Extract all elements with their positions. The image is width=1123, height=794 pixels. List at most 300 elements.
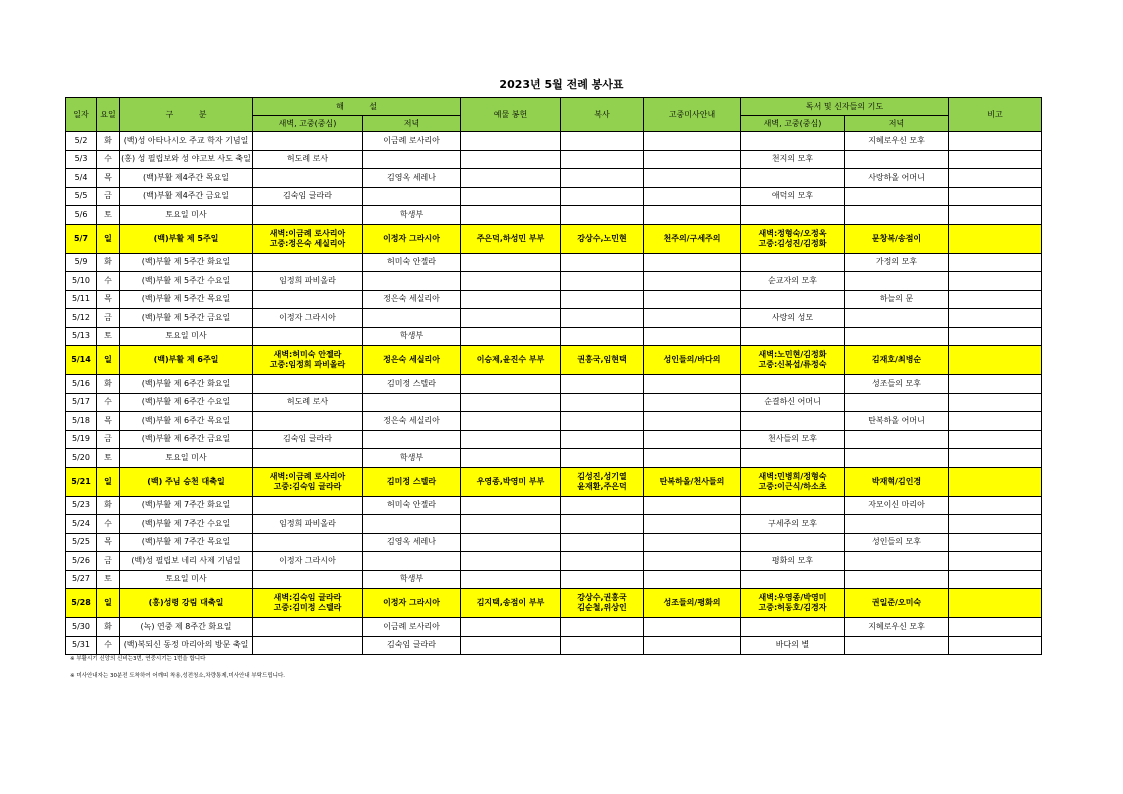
mass-guide-cell <box>644 618 741 637</box>
readings-evening-cell: 성조들의 모후 <box>845 375 949 394</box>
commentary-morning-cell: 새벽:허미숙 안젤라 고중:임정희 파비올라 <box>253 346 363 375</box>
readings-evening-cell: 탄복하올 어머니 <box>845 412 949 431</box>
commentary-morning-cell <box>253 375 363 394</box>
commentary-morning-cell <box>253 412 363 431</box>
date-cell: 5/25 <box>66 533 97 552</box>
remarks-cell <box>949 430 1042 449</box>
commentary-evening-cell <box>363 150 461 169</box>
readings-morning-cell <box>741 132 845 151</box>
header-commentary: 해 설 <box>253 98 461 116</box>
commentary-evening-cell: 정은숙 세실리아 <box>363 290 461 309</box>
mass-guide-cell <box>644 496 741 515</box>
server-cell <box>561 496 644 515</box>
commentary-morning-cell: 임정희 파비올라 <box>253 272 363 291</box>
server-cell <box>561 169 644 188</box>
footnote: ※ 부활시기 신앙의 신비는3번, 연중시기는 1번을 합니다 <box>70 656 206 662</box>
mass-guide-cell <box>644 636 741 655</box>
readings-morning-cell: 평화의 모후 <box>741 552 845 571</box>
remarks-cell <box>949 290 1042 309</box>
offertory-cell <box>461 449 561 468</box>
day-cell: 목 <box>97 533 120 552</box>
readings-morning-cell: 순교자의 모후 <box>741 272 845 291</box>
table-row <box>66 533 1042 552</box>
server-cell <box>561 327 644 346</box>
page-title: 2023년 5월 전례 봉사표 <box>499 78 624 91</box>
commentary-morning-cell: 허도례 로사 <box>253 393 363 412</box>
remarks-cell <box>949 169 1042 188</box>
readings-evening-cell: 가정의 모후 <box>845 253 949 272</box>
commentary-evening-cell: 학생부 <box>363 449 461 468</box>
server-cell: 강상수,노민현 <box>561 224 644 253</box>
date-cell: 5/11 <box>66 290 97 309</box>
commentary-evening-cell: 정은숙 세실리아 <box>363 346 461 375</box>
table-row <box>66 327 1042 346</box>
date-cell: 5/13 <box>66 327 97 346</box>
offertory-cell <box>461 515 561 534</box>
offertory-cell <box>461 430 561 449</box>
offertory-cell <box>461 290 561 309</box>
day-cell: 금 <box>97 552 120 571</box>
server-cell <box>561 515 644 534</box>
table-row <box>66 346 1042 375</box>
header-day: 요일 <box>97 98 120 132</box>
table-row <box>66 253 1042 272</box>
server-cell <box>561 187 644 206</box>
commentary-evening-cell <box>363 393 461 412</box>
day-cell: 토 <box>97 570 120 589</box>
table-row <box>66 589 1042 618</box>
remarks-cell <box>949 346 1042 375</box>
mass-guide-cell <box>644 132 741 151</box>
readings-evening-cell <box>845 206 949 225</box>
offertory-cell <box>461 327 561 346</box>
commentary-morning-cell: 새벽:이금례 로사리아 고중:김숙임 글라라 <box>253 467 363 496</box>
mass-guide-cell: 탄복하올/천사들의 <box>644 467 741 496</box>
commentary-evening-cell: 이금례 로사리아 <box>363 618 461 637</box>
commentary-morning-cell <box>253 169 363 188</box>
mass-guide-cell <box>644 290 741 309</box>
mass-guide-cell <box>644 206 741 225</box>
offertory-cell <box>461 150 561 169</box>
day-cell: 화 <box>97 375 120 394</box>
commentary-morning-cell <box>253 290 363 309</box>
readings-morning-cell: 애덕의 모후 <box>741 187 845 206</box>
table-row <box>66 412 1042 431</box>
footnotes <box>70 651 285 685</box>
remarks-cell <box>949 206 1042 225</box>
day-cell: 일 <box>97 224 120 253</box>
remarks-cell <box>949 412 1042 431</box>
readings-morning-cell: 새벽:노민현/김정화 고중:신복섭/류정숙 <box>741 346 845 375</box>
commentary-morning-cell: 새벽:이금례 로사리아 고중:정은숙 세실리아 <box>253 224 363 253</box>
remarks-cell <box>949 150 1042 169</box>
category-cell: (백)부활 제4주간 금요일 <box>120 187 253 206</box>
category-cell: (백)부활 제 6주간 목요일 <box>120 412 253 431</box>
commentary-morning-cell <box>253 132 363 151</box>
readings-evening-cell <box>845 552 949 571</box>
commentary-evening-cell: 김미정 스텔라 <box>363 375 461 394</box>
readings-morning-cell <box>741 327 845 346</box>
mass-guide-cell <box>644 515 741 534</box>
commentary-evening-cell <box>363 515 461 534</box>
mass-guide-cell <box>644 533 741 552</box>
remarks-cell <box>949 393 1042 412</box>
table-row <box>66 375 1042 394</box>
offertory-cell: 주은덕,하성민 부부 <box>461 224 561 253</box>
commentary-morning-cell <box>253 206 363 225</box>
footnote: ※ 미사안내자는 30분전 도착하여 어깨띠 착용,성전청소,차량통제,미사안내 부탁드립니다. <box>70 673 286 679</box>
readings-evening-cell <box>845 449 949 468</box>
readings-morning-cell: 새벽:민병희/정형숙 고중:이근식/하소초 <box>741 467 845 496</box>
offertory-cell <box>461 253 561 272</box>
day-cell: 일 <box>97 589 120 618</box>
category-cell: (백)성 필립보 네리 사제 기념일 <box>120 552 253 571</box>
readings-morning-cell: 천지의 모후 <box>741 150 845 169</box>
readings-evening-cell: 박재혁/김인경 <box>845 467 949 496</box>
category-cell: (백)부활 제 7주간 화요일 <box>120 496 253 515</box>
table-row <box>66 290 1042 309</box>
readings-evening-cell <box>845 430 949 449</box>
mass-guide-cell <box>644 449 741 468</box>
commentary-evening-cell: 정은숙 세실리아 <box>363 412 461 431</box>
readings-morning-cell <box>741 375 845 394</box>
liturgy-schedule-table <box>65 97 1042 655</box>
day-cell: 화 <box>97 496 120 515</box>
server-cell <box>561 393 644 412</box>
remarks-cell <box>949 253 1042 272</box>
remarks-cell <box>949 375 1042 394</box>
day-cell: 목 <box>97 290 120 309</box>
server-cell: 강상수,권홍국 김순철,위상인 <box>561 589 644 618</box>
remarks-cell <box>949 533 1042 552</box>
category-cell: (백)부활 제 5주간 화요일 <box>120 253 253 272</box>
commentary-morning-cell: 이정자 그라시아 <box>253 552 363 571</box>
mass-guide-cell: 성조들의/평화의 <box>644 589 741 618</box>
date-cell: 5/4 <box>66 169 97 188</box>
date-cell: 5/3 <box>66 150 97 169</box>
offertory-cell <box>461 309 561 328</box>
readings-evening-cell: 지혜로우신 모후 <box>845 132 949 151</box>
readings-morning-cell: 순결하신 어머니 <box>741 393 845 412</box>
mass-guide-cell <box>644 272 741 291</box>
commentary-morning-cell: 임정희 파비올라 <box>253 515 363 534</box>
readings-morning-cell <box>741 253 845 272</box>
server-cell <box>561 570 644 589</box>
offertory-cell <box>461 636 561 655</box>
readings-morning-cell <box>741 206 845 225</box>
table-row <box>66 552 1042 571</box>
category-cell: 토요일 미사 <box>120 327 253 346</box>
commentary-evening-cell <box>363 552 461 571</box>
day-cell: 금 <box>97 430 120 449</box>
mass-guide-cell <box>644 552 741 571</box>
readings-evening-cell <box>845 327 949 346</box>
remarks-cell <box>949 570 1042 589</box>
table-row <box>66 150 1042 169</box>
table-row <box>66 449 1042 468</box>
server-cell <box>561 132 644 151</box>
category-cell: 토요일 미사 <box>120 206 253 225</box>
readings-evening-cell <box>845 570 949 589</box>
date-cell: 5/12 <box>66 309 97 328</box>
category-cell: (백)복되신 동정 마리아의 방문 축일 <box>120 636 253 655</box>
readings-evening-cell: 사랑하올 어머니 <box>845 169 949 188</box>
readings-evening-cell <box>845 187 949 206</box>
table-body <box>66 132 1042 655</box>
commentary-evening-cell: 김미정 스텔라 <box>363 467 461 496</box>
category-cell: (녹) 연중 제 8주간 화요일 <box>120 618 253 637</box>
remarks-cell <box>949 327 1042 346</box>
server-cell <box>561 290 644 309</box>
readings-evening-cell <box>845 272 949 291</box>
offertory-cell <box>461 272 561 291</box>
day-cell: 일 <box>97 467 120 496</box>
mass-guide-cell <box>644 169 741 188</box>
day-cell: 화 <box>97 253 120 272</box>
category-cell: (홍)성령 강림 대축일 <box>120 589 253 618</box>
category-cell: (백)부활 제 6주간 금요일 <box>120 430 253 449</box>
table-row <box>66 467 1042 496</box>
readings-evening-cell <box>845 636 949 655</box>
date-cell: 5/14 <box>66 346 97 375</box>
readings-evening-cell <box>845 515 949 534</box>
readings-evening-cell <box>845 393 949 412</box>
day-cell: 일 <box>97 346 120 375</box>
server-cell <box>561 150 644 169</box>
offertory-cell <box>461 533 561 552</box>
commentary-evening-cell: 학생부 <box>363 206 461 225</box>
header-commentary-morning: 새벽, 고중(중심) <box>253 116 363 132</box>
day-cell: 토 <box>97 206 120 225</box>
server-cell <box>561 430 644 449</box>
commentary-morning-cell <box>253 449 363 468</box>
date-cell: 5/7 <box>66 224 97 253</box>
table-row <box>66 132 1042 151</box>
readings-morning-cell <box>741 412 845 431</box>
commentary-morning-cell: 김숙임 글라라 <box>253 187 363 206</box>
offertory-cell <box>461 393 561 412</box>
commentary-evening-cell <box>363 430 461 449</box>
mass-guide-cell <box>644 327 741 346</box>
remarks-cell <box>949 496 1042 515</box>
commentary-morning-cell: 허도례 로사 <box>253 150 363 169</box>
readings-evening-cell <box>845 150 949 169</box>
category-cell: (홍) 성 필립보와 성 야고보 사도 축일 <box>120 150 253 169</box>
table-row <box>66 393 1042 412</box>
commentary-evening-cell: 학생부 <box>363 327 461 346</box>
server-cell <box>561 253 644 272</box>
server-cell <box>561 533 644 552</box>
offertory-cell <box>461 412 561 431</box>
header-date: 일자 <box>66 98 97 132</box>
date-cell: 5/6 <box>66 206 97 225</box>
date-cell: 5/31 <box>66 636 97 655</box>
day-cell: 목 <box>97 169 120 188</box>
readings-evening-cell: 권일준/오미숙 <box>845 589 949 618</box>
mass-guide-cell <box>644 309 741 328</box>
offertory-cell: 김지택,송점이 부부 <box>461 589 561 618</box>
readings-morning-cell <box>741 618 845 637</box>
offertory-cell <box>461 552 561 571</box>
server-cell <box>561 375 644 394</box>
mass-guide-cell <box>644 375 741 394</box>
table-row <box>66 309 1042 328</box>
readings-morning-cell: 새벽:정형숙/오정옥 고중:김성진/김정화 <box>741 224 845 253</box>
day-cell: 금 <box>97 187 120 206</box>
category-cell: (백)성 아타나시오 주교 학자 기념일 <box>120 132 253 151</box>
mass-guide-cell <box>644 412 741 431</box>
date-cell: 5/27 <box>66 570 97 589</box>
table-row <box>66 206 1042 225</box>
server-cell <box>561 272 644 291</box>
readings-evening-cell: 자모이신 마리아 <box>845 496 949 515</box>
day-cell: 수 <box>97 636 120 655</box>
remarks-cell <box>949 224 1042 253</box>
mass-guide-cell <box>644 393 741 412</box>
remarks-cell <box>949 589 1042 618</box>
readings-morning-cell: 천사들의 모후 <box>741 430 845 449</box>
offertory-cell: 이승제,윤진수 부부 <box>461 346 561 375</box>
header-remarks: 비고 <box>949 98 1042 132</box>
day-cell: 토 <box>97 327 120 346</box>
remarks-cell <box>949 515 1042 534</box>
commentary-evening-cell: 김영옥 세레나 <box>363 169 461 188</box>
server-cell <box>561 412 644 431</box>
date-cell: 5/26 <box>66 552 97 571</box>
date-cell: 5/21 <box>66 467 97 496</box>
readings-morning-cell: 바다의 별 <box>741 636 845 655</box>
readings-morning-cell <box>741 449 845 468</box>
day-cell: 화 <box>97 618 120 637</box>
offertory-cell: 우영종,박영미 부부 <box>461 467 561 496</box>
readings-morning-cell: 새벽:우영종/박영미 고중:허동호/김경자 <box>741 589 845 618</box>
mass-guide-cell: 성인들의/바다의 <box>644 346 741 375</box>
server-cell <box>561 206 644 225</box>
day-cell: 수 <box>97 393 120 412</box>
commentary-evening-cell <box>363 309 461 328</box>
remarks-cell <box>949 552 1042 571</box>
date-cell: 5/23 <box>66 496 97 515</box>
date-cell: 5/20 <box>66 449 97 468</box>
offertory-cell <box>461 570 561 589</box>
commentary-evening-cell: 학생부 <box>363 570 461 589</box>
readings-evening-cell <box>845 309 949 328</box>
offertory-cell <box>461 618 561 637</box>
mass-guide-cell <box>644 253 741 272</box>
table-row <box>66 430 1042 449</box>
day-cell: 토 <box>97 449 120 468</box>
remarks-cell <box>949 272 1042 291</box>
category-cell: (백)부활 제 5주간 금요일 <box>120 309 253 328</box>
commentary-morning-cell <box>253 253 363 272</box>
readings-evening-cell: 문창복/송점이 <box>845 224 949 253</box>
readings-morning-cell: 구세주의 모후 <box>741 515 845 534</box>
day-cell: 목 <box>97 412 120 431</box>
commentary-evening-cell: 이정자 그라시아 <box>363 224 461 253</box>
server-cell <box>561 618 644 637</box>
readings-evening-cell: 성인들의 모후 <box>845 533 949 552</box>
readings-morning-cell <box>741 290 845 309</box>
mass-guide-cell <box>644 570 741 589</box>
remarks-cell <box>949 449 1042 468</box>
remarks-cell <box>949 132 1042 151</box>
header-server: 복사 <box>561 98 644 132</box>
readings-morning-cell: 사랑의 성모 <box>741 309 845 328</box>
readings-morning-cell <box>741 570 845 589</box>
category-cell: (백)부활 제 6주간 화요일 <box>120 375 253 394</box>
category-cell: (백)부활 제 5주일 <box>120 224 253 253</box>
commentary-morning-cell: 김숙임 글라라 <box>253 430 363 449</box>
commentary-morning-cell <box>253 327 363 346</box>
date-cell: 5/24 <box>66 515 97 534</box>
category-cell: (백)부활 제 7주간 목요일 <box>120 533 253 552</box>
table-row <box>66 272 1042 291</box>
date-cell: 5/16 <box>66 375 97 394</box>
offertory-cell <box>461 375 561 394</box>
offertory-cell <box>461 496 561 515</box>
header-readings-prayers: 독서 및 신자들의 기도 <box>741 98 949 116</box>
commentary-evening-cell <box>363 187 461 206</box>
remarks-cell <box>949 618 1042 637</box>
server-cell <box>561 309 644 328</box>
readings-evening-cell: 지혜로우신 모후 <box>845 618 949 637</box>
header-offertory: 예물 봉헌 <box>461 98 561 132</box>
date-cell: 5/2 <box>66 132 97 151</box>
offertory-cell <box>461 206 561 225</box>
commentary-morning-cell: 새벽:김숙임 글라라 고중:김미정 스텔라 <box>253 589 363 618</box>
date-cell: 5/9 <box>66 253 97 272</box>
server-cell <box>561 552 644 571</box>
offertory-cell <box>461 169 561 188</box>
mass-guide-cell <box>644 187 741 206</box>
readings-morning-cell <box>741 169 845 188</box>
commentary-evening-cell: 허미숙 안젤라 <box>363 253 461 272</box>
date-cell: 5/5 <box>66 187 97 206</box>
remarks-cell <box>949 187 1042 206</box>
readings-evening-cell: 김재호/최병순 <box>845 346 949 375</box>
category-cell: (백)부활 제 5주간 목요일 <box>120 290 253 309</box>
commentary-evening-cell: 김영옥 세레나 <box>363 533 461 552</box>
day-cell: 수 <box>97 515 120 534</box>
day-cell: 수 <box>97 150 120 169</box>
header-readings-evening: 저녁 <box>845 116 949 132</box>
category-cell: (백)부활 제 6주일 <box>120 346 253 375</box>
table-row <box>66 515 1042 534</box>
header-category: 구 분 <box>120 98 253 132</box>
category-cell: (백)부활 제4주간 목요일 <box>120 169 253 188</box>
date-cell: 5/19 <box>66 430 97 449</box>
server-cell: 권홍국,임현택 <box>561 346 644 375</box>
day-cell: 수 <box>97 272 120 291</box>
date-cell: 5/30 <box>66 618 97 637</box>
table-row <box>66 224 1042 253</box>
category-cell: (백) 주님 승천 대축일 <box>120 467 253 496</box>
table-row <box>66 570 1042 589</box>
table-header <box>66 98 1042 132</box>
category-cell: (백)부활 제 7주간 수요일 <box>120 515 253 534</box>
commentary-evening-cell: 이정자 그라시아 <box>363 589 461 618</box>
server-cell <box>561 636 644 655</box>
remarks-cell <box>949 636 1042 655</box>
date-cell: 5/17 <box>66 393 97 412</box>
commentary-morning-cell: 이정자 그라시아 <box>253 309 363 328</box>
header-mass-guide: 고중미사안내 <box>644 98 741 132</box>
table-row <box>66 187 1042 206</box>
category-cell: (백)부활 제 6주간 수요일 <box>120 393 253 412</box>
readings-morning-cell <box>741 533 845 552</box>
commentary-morning-cell <box>253 618 363 637</box>
category-cell: 토요일 미사 <box>120 570 253 589</box>
